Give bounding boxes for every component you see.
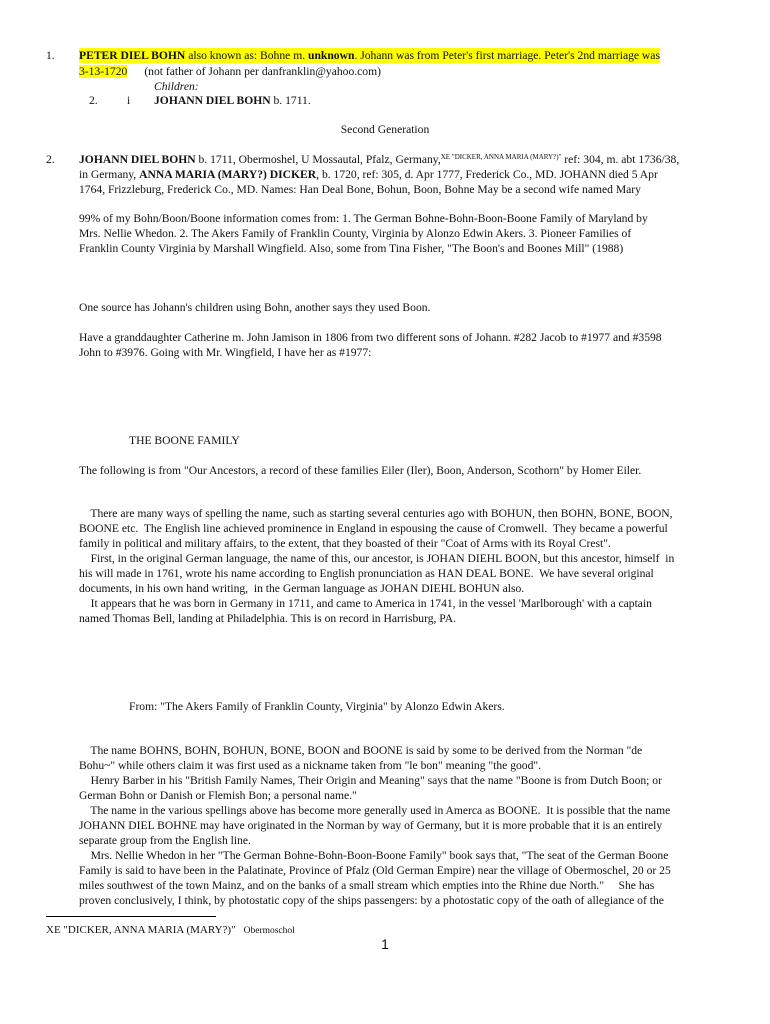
names-line: The name in the various spellings above has become more generally used in Amerca as BOONE. It is possible that the name xyxy=(79,804,671,817)
entry-2-line-3: 1764, Frizzleburg, Frederick Co., MD. Names: Han Deal Bone, Bohun, Boon, Bohne May be a second wife named Mary xyxy=(79,183,641,196)
granddaughter-line: John to #3976. Going with Mr. Wingfield, I have her as #1977: xyxy=(79,346,372,359)
child-roman: i xyxy=(127,94,131,107)
spelling-line: It appears that he was born in Germany in 1711, and came to America in 1741, in the vessel 'Marlborough' with a captain xyxy=(79,597,652,610)
children-label: Children: xyxy=(154,80,199,93)
spouse-name: ANNA MARIA (MARY?) DICKER xyxy=(139,168,317,181)
spouse-name: unknown xyxy=(308,49,355,62)
sources-line: Franklin County Virginia by Marshall Wingfield. Also, some from Tina Fisher, "The Boon's and Boones Mill" (1988) xyxy=(79,242,624,255)
entry-number: 2. xyxy=(46,153,55,166)
names-line: miles southwest of the town Mainz, and on the banks of a small stream which empties into the Rhine due North." She has xyxy=(79,879,655,892)
child-number: 2. xyxy=(89,94,98,107)
person-name: JOHANN DIEL BOHN xyxy=(79,153,196,166)
entry-2-line-1: JOHANN DIEL BOHN b. 1711, Obermoshel, U Mossautal, Pfalz, Germany,$^{XE "DICKER, ANNA MARIA (MARY?)"}$ ref: 304, m. abt 1736/38, xyxy=(79,153,680,166)
child-name: JOHANN DIEL BOHN xyxy=(154,94,271,107)
boone-family-heading: THE BOONE FAMILY xyxy=(129,434,240,447)
marriage-date: 3-13-1720 xyxy=(79,65,128,78)
entry-1-line-2 xyxy=(79,64,724,79)
one-source-paragraph: One source has Johann's children using Bohn, another says they used Boon. xyxy=(79,301,431,314)
names-line: Family is said to have been in the Palatinate, Province of Pfalz (Old German Empire) near the village of Obermoschel, 20 or 25 xyxy=(79,864,671,877)
sources-line: Mrs. Nellie Whedon. 2. The Akers Family of Franklin County, Virginia by Alonzo Edwin Akers. 3. Pioneer Families of xyxy=(79,227,632,240)
names-line: Mrs. Nellie Whedon in her "The German Bohne-Bohn-Boon-Boone Family" book says that, "The seat of the German Boone xyxy=(79,849,669,862)
person-name: PETER DIEL BOHN xyxy=(79,49,186,62)
spelling-line: documents, in his own hand writing, in the German language as JOHAN DIEHL BOHUN also. xyxy=(79,582,525,595)
spelling-line: family in political and military affairs, to the extent, that they boasted of their "Coat of Arms with its Royal Crest". xyxy=(79,537,611,550)
note: (not father of Johann per danfranklin@yahoo.com) xyxy=(144,65,381,78)
following-paragraph: The following is from "Our Ancestors, a record of these families Eiler (Iler), Boon, Anderson, Scothorn" by Homer Eiler. xyxy=(79,464,642,477)
granddaughter-line: Have a granddaughter Catherine m. John Jamison in 1806 from two different sons of Johann. #282 Jacob to #1977 and #3598 xyxy=(79,331,662,344)
names-line: proven conclusively, I think, by photostatic copy of the ships passengers: by a photostatic copy of the oath of allegiance of the xyxy=(79,894,664,907)
spelling-line: BOONE etc. The English line achieved prominence in England in espousing the cause of Cromwell. They became a powerful xyxy=(79,522,668,535)
page-number: 1 xyxy=(381,936,389,952)
footnote: XE "DICKER, ANNA MARIA (MARY?)" Obermoschol xyxy=(46,924,295,936)
entry-number: 1. xyxy=(46,49,55,62)
spelling-line: First, in the original German language, the name of this, our ancestor, is JOHAN DIEHL BOON, but this ancestor, himself in xyxy=(79,552,675,565)
names-line: Bohu~" while others claim it was first used as a nickname taken from "le bon" meaning "the good". xyxy=(79,759,542,772)
names-line: The name BOHNS, BOHN, BOHUN, BONE, BOON and BOONE is said by some to be derived from the Norman "de xyxy=(79,744,643,757)
entry-1-line-1: PETER DIEL BOHN also known as: Bohne m. unknown. Johann was from Peter's first marriage. Peter's 2nd marriage was xyxy=(79,49,660,62)
names-line: German Bohn or Danish or Flemish Bon; a personal name." xyxy=(79,789,357,802)
names-line: separate group from the English line. xyxy=(79,834,251,847)
spelling-line: his will made in 1761, wrote his name according to English pronunciation as HAN DEAL BONE. We have several original xyxy=(79,567,654,580)
spelling-line: named Thomas Bell, landing at Philadelphia. This is on record in Harrisburg, PA. xyxy=(79,612,456,625)
sources-line: 99% of my Bohn/Boon/Boone information comes from: 1. The German Bohne-Bohn-Boon-Boone Family of Maryland by xyxy=(79,212,648,225)
index-entry: XE "DICKER, ANNA MARIA (MARY?)" xyxy=(440,153,562,161)
footnote-separator xyxy=(46,916,216,917)
names-line: JOHANN DIEL BOHNE may have originated in the Norman by way of Germany, but it is more probable that it is an entirely xyxy=(79,819,663,832)
names-line: Henry Barber in his "British Family Names, Their Origin and Meaning" says that the name "Boone is from Dutch Boon; or xyxy=(79,774,662,787)
child-entry: JOHANN DIEL BOHN b. 1711. xyxy=(154,94,311,107)
spelling-line: There are many ways of spelling the name, such as starting several centuries ago with BOHUN, then BOHN, BONE, BOON, xyxy=(79,507,673,520)
akers-source-heading: From: "The Akers Family of Franklin County, Virginia" by Alonzo Edwin Akers. xyxy=(129,700,505,713)
generation-heading: Second Generation xyxy=(340,123,430,136)
entry-2-line-2: in Germany, ANNA MARIA (MARY?) DICKER, b. 1720, ref: 305, d. Apr 1777, Frederick Co., MD. JOHANN died 5 Apr xyxy=(79,168,658,181)
